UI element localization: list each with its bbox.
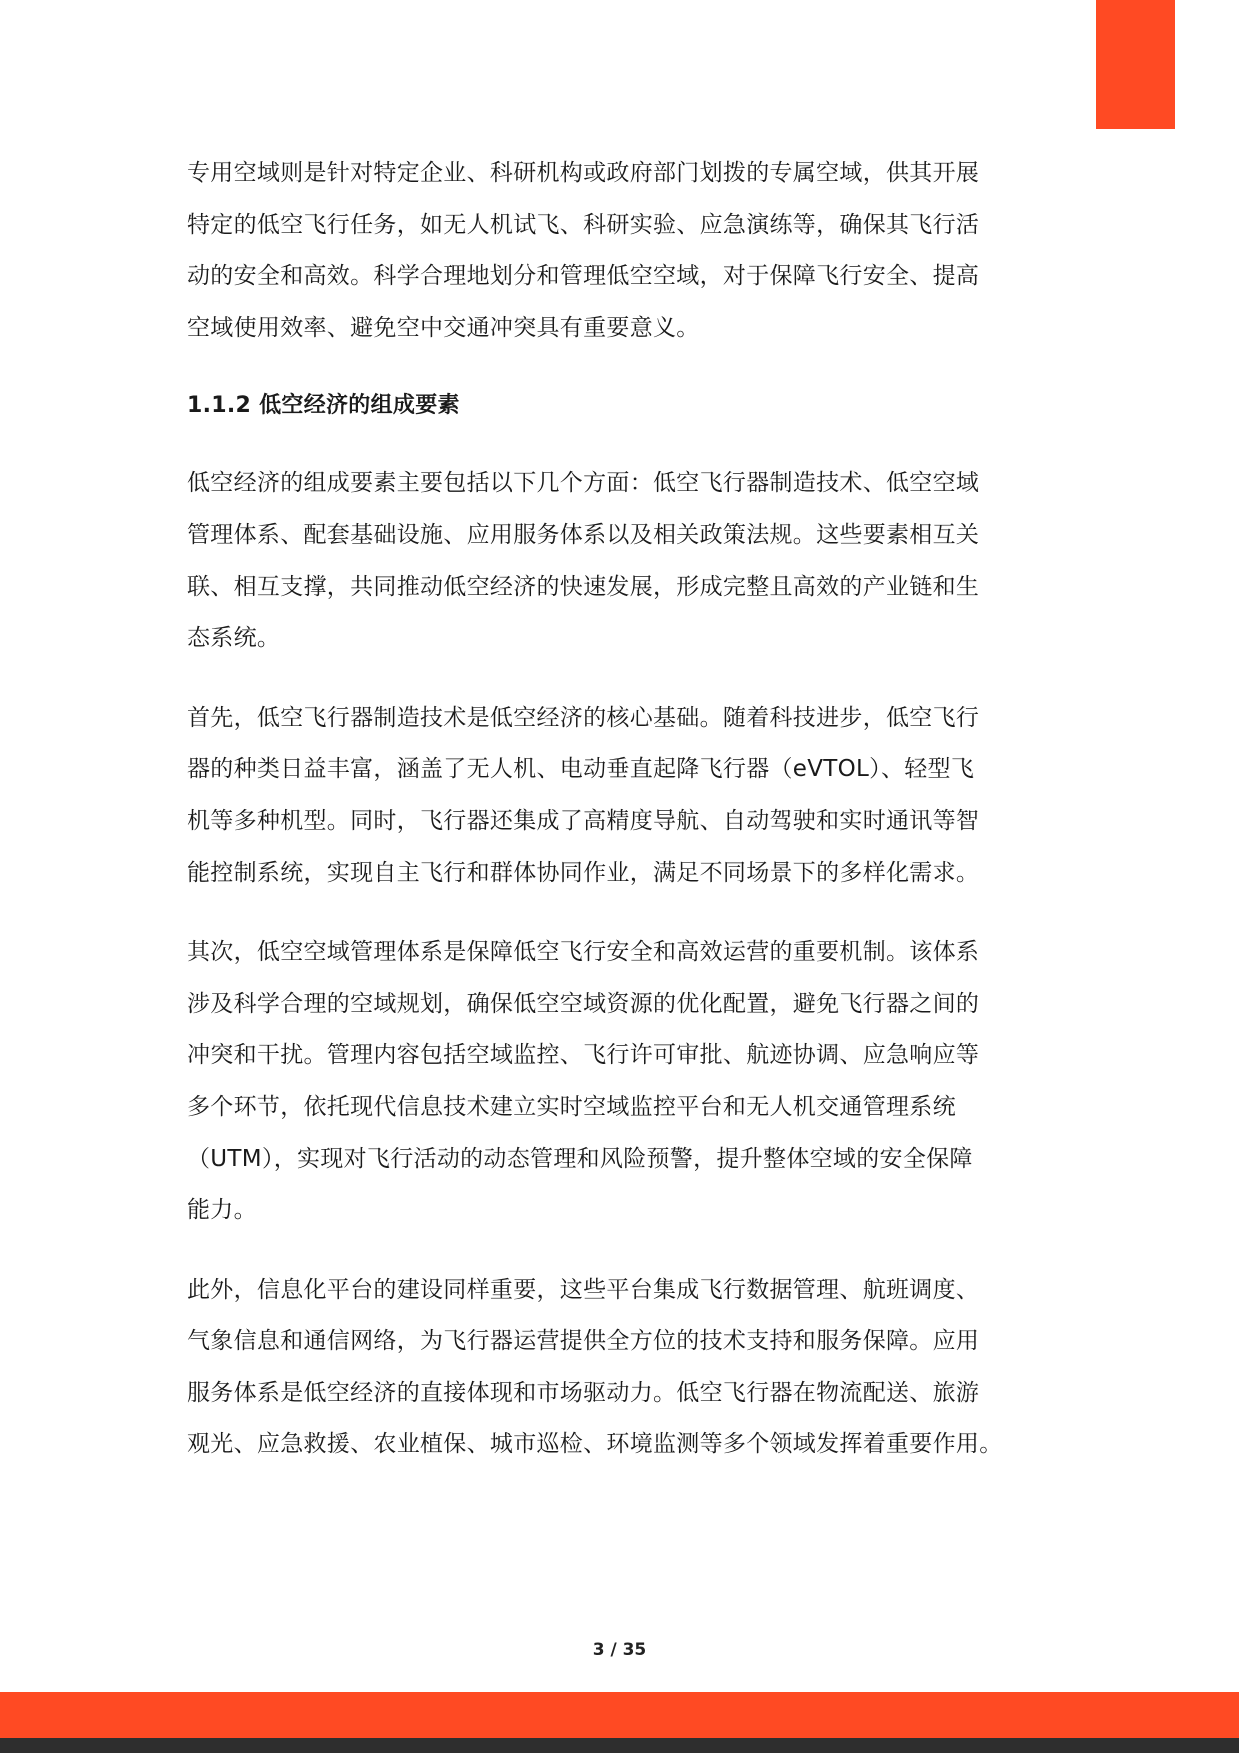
section-heading: 1.1.2 低空经济的组成要素 [187,393,460,419]
paragraph-dedicated-airspace: 专用空域则是针对特定企业、科研机构或政府部门划拨的专属空域，供其开展 特定的低空飞行任务，如无人机试飞、科研实验、应急演练等，确保其飞行活 动的安全和高效。科学合理地划分和管理低空空域，对于保障飞行安全、提高 空域使用效率、避免空中交通冲突具有重要意义。 [187,160,980,341]
paragraph-components-overview: 低空经济的组成要素主要包括以下几个方面：低空飞行器制造技术、低空空域 管理体系、配套基础设施、应用服务体系以及相关政策法规。这些要素相互关 联、相互支撑，共同推动低空经济的快速发展，形成完整且高效的产业链和生 态系统。 [187,470,980,652]
paragraph-aircraft-manufacturing: 首先，低空飞行器制造技术是低空经济的核心基础。随着科技进步，低空飞行 器的种类日益丰富，涵盖了无人机、电动垂直起降飞行器（eVTOL）、轻型飞 机等多种机型。同时，飞行器还集成了高精度导航、自动驾驶和实时通讯等智 能控制系统，实现自主飞行和群体协同作业，满足不同场景下的多样化需求。 [187,704,980,886]
corner-accent-tab [1096,0,1175,129]
paragraph-information-platforms: 此外，信息化平台的建设同样重要，这些平台集成飞行数据管理、航班调度、 气象信息和通信网络，为飞行器运营提供全方位的技术支持和服务保障。应用 服务体系是低空经济的直接体现和市场驱动力。低空飞行器在物流配送、旅游 观光、应急救援、农业植保、城市巡检、环境监测等多个领域发挥着重要作用。 [187,1276,1003,1458]
footer-dark-strip [0,1738,1239,1753]
document-body [187,148,1067,1471]
paragraph-airspace-management: 其次，低空空域管理体系是保障低空飞行安全和高效运营的重要机制。该体系 涉及科学合理的空域规划，确保低空空域资源的优化配置，避免飞行器之间的 冲突和干扰。管理内容包括空域监控、飞行许可审批、航迹协调、应急响应等 多个环节，依托现代信息技术建立实时空域监控平台和无人机交通管理系统 （UTM），实现对飞行活动的动态管理和风险预警，提升整体空域的安全保障 能力。 [187,939,980,1224]
footer-accent-bar [0,1692,1239,1738]
page-number: 3 / 35 [592,1640,647,1660]
